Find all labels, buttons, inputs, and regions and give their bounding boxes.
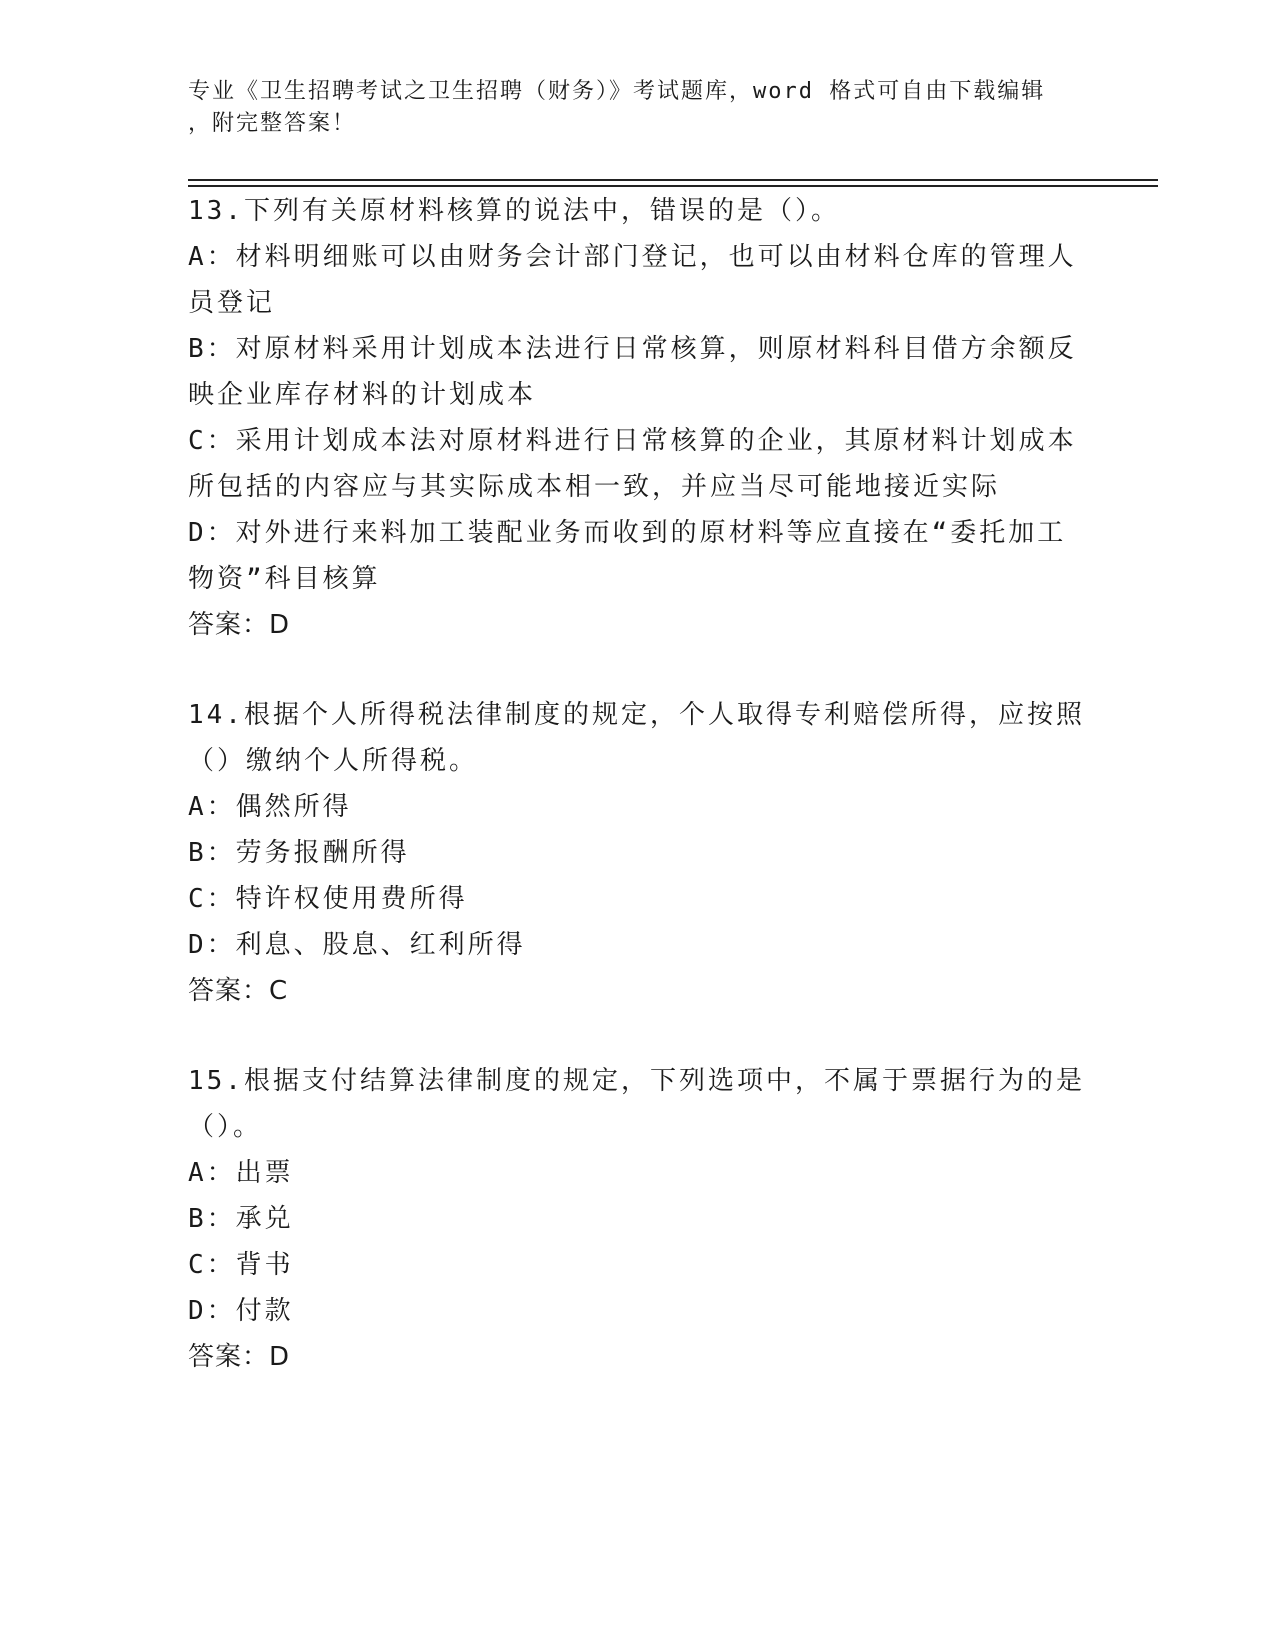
- header-line-2: ，附完整答案！: [188, 111, 357, 136]
- option-a: A：材料明细账可以由财务会计部门登记，也可以由材料仓库的管理人员登记: [188, 242, 1077, 318]
- question-14: [188, 692, 1088, 1014]
- option-b: B：劳务报酬所得: [188, 838, 410, 868]
- option-c: C：背书: [188, 1250, 294, 1280]
- option-b: B：对原材料采用计划成本法进行日常核算，则原材料科目借方余额反映企业库存材料的计划成本: [188, 334, 1077, 410]
- option-a: A：出票: [188, 1158, 294, 1188]
- option-a: A：偶然所得: [188, 792, 352, 822]
- question-15: [188, 1058, 1088, 1380]
- document-header: [188, 76, 1088, 140]
- option-c: C：特许权使用费所得: [188, 884, 468, 914]
- option-d: D：付款: [188, 1296, 294, 1326]
- option-d: D：对外进行来料加工装配业务而收到的原材料等应直接在“委托加工物资”科目核算: [188, 518, 1067, 594]
- question-list: [188, 188, 1088, 1424]
- header-divider-top: [188, 179, 1158, 181]
- answer-line: 答案：D: [188, 610, 291, 640]
- question-stem: 14.根据个人所得税法律制度的规定，个人取得专利赔偿所得，应按照（）缴纳个人所得税。: [188, 700, 1085, 776]
- header-line-1: 专业《卫生招聘考试之卫生招聘（财务）》考试题库，word 格式可自由下载编辑: [188, 79, 1046, 104]
- question-13: [188, 188, 1088, 648]
- header-divider-bottom: [188, 185, 1158, 187]
- question-stem: 13.下列有关原材料核算的说法中，错误的是（）。: [188, 196, 840, 226]
- option-d: D：利息、股息、红利所得: [188, 930, 526, 960]
- answer-line: 答案：C: [188, 976, 289, 1006]
- question-stem: 15.根据支付结算法律制度的规定，下列选项中，不属于票据行为的是（）。: [188, 1066, 1085, 1142]
- answer-line: 答案：D: [188, 1342, 291, 1372]
- option-b: B：承兑: [188, 1204, 294, 1234]
- option-c: C：采用计划成本法对原材料进行日常核算的企业，其原材料计划成本所包括的内容应与其实际成本相一致，并应当尽可能地接近实际: [188, 426, 1077, 502]
